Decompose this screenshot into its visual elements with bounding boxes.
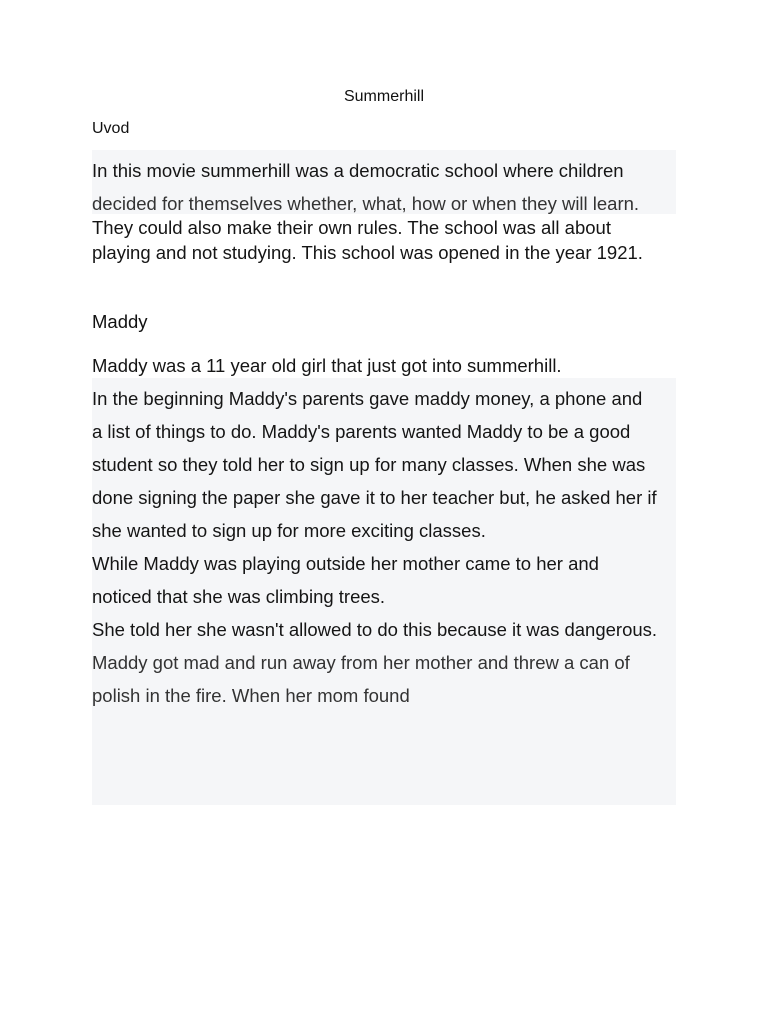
intro-line: They could also make their own rules. The school was all about — [92, 217, 611, 238]
body-line: she wanted to sign up for more exciting classes. — [92, 520, 486, 541]
body-line: Maddy got mad and run away from her mother and threw a can of — [92, 652, 630, 673]
document-title: Summerhill — [343, 88, 424, 105]
intro-line: decided for themselves whether, what, how or when they will learn. — [92, 193, 640, 214]
body-line: a list of things to do. Maddy's parents wanted Maddy to be a good — [92, 421, 631, 442]
body-line: noticed that she was climbing trees. — [92, 586, 386, 607]
body-line: While Maddy was playing outside her mother came to her and — [92, 553, 599, 574]
body-line: student so they told her to sign up for many classes. When she was — [92, 454, 646, 475]
body-line: Maddy was a 11 year old girl that just got into summerhill. — [92, 355, 562, 376]
body-line: polish in the fire. When her mom found — [92, 685, 410, 706]
body-line: In the beginning Maddy's parents gave maddy money, a phone and — [92, 388, 643, 409]
body-line: done signing the paper she gave it to her teacher but, he asked her if — [92, 487, 657, 508]
section-heading-maddy: Maddy — [92, 311, 148, 332]
intro-line: playing and not studying. This school was opened in the year 1921. — [92, 242, 643, 263]
body-line: She told her she wasn't allowed to do this because it was dangerous. — [92, 619, 658, 640]
intro-line: In this movie summerhill was a democratic school where children — [92, 160, 624, 181]
section-label-uvod: Uvod — [92, 120, 130, 137]
